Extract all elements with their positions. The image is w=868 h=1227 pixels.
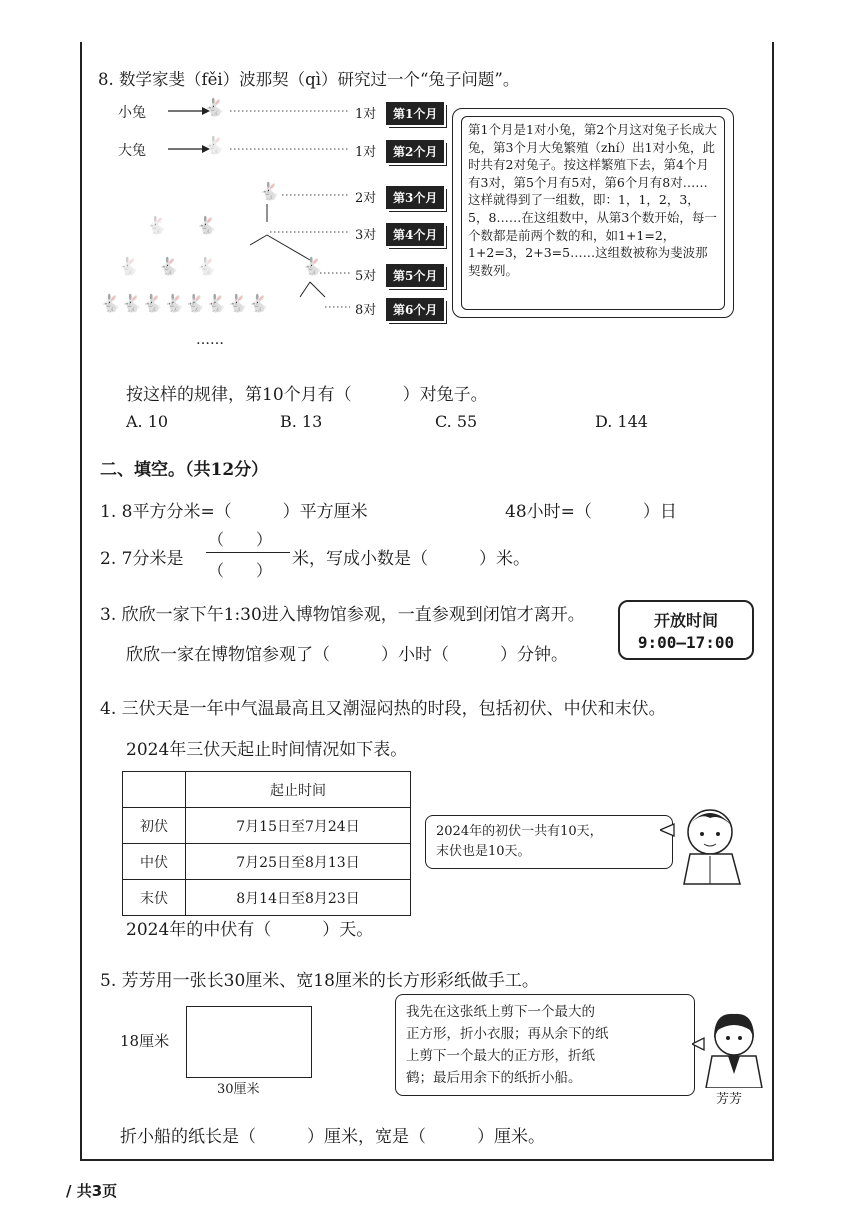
pair-count-3: 2对	[355, 191, 377, 206]
page-footer: / 共3页	[66, 1182, 118, 1200]
opening-hours-title: 开放时间	[653, 611, 718, 630]
small-rabbit-label: 小兔	[118, 105, 146, 121]
month-badge-1: 第1个月	[386, 102, 444, 125]
option-b[interactable]: B. 13	[280, 412, 323, 431]
q4-line2: 2024年三伏天起止时间情况如下表。	[126, 740, 408, 760]
table-row	[123, 808, 411, 844]
bubble-line: 2024年的初伏一共有10天，	[436, 824, 603, 839]
month-badge-2: 第2个月	[386, 140, 444, 163]
q2-fraction-denominator: （ ）	[208, 561, 273, 580]
continuation-dots: ……	[196, 332, 224, 348]
speech-bubble-fangfang	[395, 994, 695, 1096]
opening-hours-value: 9:00—17:00	[637, 633, 735, 652]
page-bottom-border	[80, 1159, 774, 1161]
girl-character-icon	[692, 1008, 767, 1088]
big-rabbit-label: 大兔	[118, 143, 146, 159]
paper-rectangle	[186, 1006, 312, 1078]
q2-prefix: 2. 7分米是	[100, 549, 184, 569]
month-badge-3: 第3个月	[386, 186, 444, 209]
q2-suffix: 米，写成小数是（ ）米。	[292, 549, 530, 569]
opening-hours-box	[618, 600, 754, 660]
speech-bubble-boy	[425, 815, 673, 869]
rabbit-pair-icon: 🐇	[196, 216, 218, 236]
sanfu-table	[122, 771, 411, 916]
fibonacci-story-text: 第1个月是1对小兔，第2个月这对兔子长成大兔，第3个月大兔繁殖（zhí）出1对小兔，此时共有2对兔子。按这样繁殖下去，第4个月有3对，第5个月有5对，第6个月有8对……这样就得到了一组数，即：1，1，2，3，5，8……在这组数中，从第3个数开始，每一个数都是前两个数的和，如1+1=2，1+2=3，2+3=5……这组数被称为斐波那契数列。	[461, 116, 725, 310]
row-period: 8月14日至8月23日	[186, 880, 411, 916]
table-header-row	[123, 772, 411, 808]
month-badge-4: 第4个月	[386, 223, 444, 246]
q8-question: 按这样的规律，第10个月有（ ）对兔子。	[126, 385, 488, 405]
row-name: 末伏	[123, 880, 186, 916]
table-row	[123, 844, 411, 880]
pair-count-5: 5对	[355, 269, 377, 284]
fibonacci-story-box	[452, 108, 734, 318]
paper-length-label: 30厘米	[217, 1082, 260, 1097]
bubble-line: 上剪下一个最大的正方形，折纸	[406, 1048, 595, 1064]
table-row	[123, 880, 411, 916]
rabbit-pair-icon: 🐇	[259, 182, 281, 202]
girl-name-label: 芳芳	[716, 1092, 743, 1107]
q4-question: 2024年的中伏有（ ）天。	[126, 920, 374, 940]
q2-fraction-bar	[206, 552, 290, 553]
rabbit-pair-icon: 🐇	[196, 257, 218, 277]
month-badge-6: 第6个月	[386, 298, 444, 321]
q5-question: 折小船的纸长是（ ）厘米，宽是（ ）厘米。	[120, 1127, 545, 1147]
row-period: 7月15日至7月24日	[186, 808, 411, 844]
rabbit-pair-big-icon: 🐇	[204, 136, 226, 156]
row-period: 7月25日至8月13日	[186, 844, 411, 880]
option-c[interactable]: C. 55	[435, 412, 478, 431]
option-a[interactable]: A. 10	[126, 412, 169, 431]
q5-line1: 5. 芳芳用一张长30厘米、宽18厘米的长方形彩纸做手工。	[100, 971, 539, 991]
table-corner-cell	[123, 772, 186, 808]
rabbit-pair-icon: 🐇	[146, 216, 168, 236]
rabbit-row-icons: 🐇🐇🐇🐇🐇🐇🐇🐇	[100, 294, 270, 314]
paper-width-label: 18厘米	[120, 1032, 170, 1050]
q2-fraction-numerator: （ ）	[208, 530, 273, 549]
bubble-line: 鹤；最后用余下的纸折小船。	[406, 1070, 582, 1086]
bubble-line: 末伏也是10天。	[436, 844, 531, 859]
bubble-line: 我先在这张纸上剪下一个最大的	[406, 1004, 595, 1020]
q3-line1: 3. 欣欣一家下午1:30进入博物馆参观，一直参观到闭馆才离开。	[100, 605, 585, 625]
pair-count-4: 3对	[355, 228, 377, 243]
rabbit-pair-small-icon: 🐇	[204, 98, 226, 118]
rabbit-pair-icon: 🐇	[118, 257, 140, 277]
pair-count-1: 1对	[355, 107, 377, 122]
q4-line1: 4. 三伏天是一年中气温最高且又潮湿闷热的时段，包括初伏、中伏和末伏。	[100, 699, 666, 719]
table-header-cell: 起止时间	[186, 772, 411, 808]
pair-count-6: 8对	[355, 303, 377, 318]
pair-count-2: 1对	[355, 145, 377, 160]
q3-line2: 欣欣一家在博物馆参观了（ ）小时（ ）分钟。	[126, 645, 568, 665]
rabbit-pair-icon: 🐇	[158, 257, 180, 277]
q8-title: 8. 数学家斐（fěi）波那契（qì）研究过一个“兔子问题”。	[98, 70, 520, 89]
month-badge-5: 第5个月	[386, 264, 444, 287]
bubble-line: 正方形，折小衣服；再从余下的纸	[406, 1026, 609, 1042]
rabbit-pair-icon: 🐇	[302, 257, 324, 277]
option-d[interactable]: D. 144	[595, 412, 648, 431]
row-name: 中伏	[123, 844, 186, 880]
boy-character-icon	[660, 800, 770, 885]
q1-right: 48小时=（ ）日	[505, 502, 677, 522]
section2-title: 二、填空。（共12分）	[100, 460, 269, 480]
row-name: 初伏	[123, 808, 186, 844]
q1-left: 1. 8平方分米=（ ）平方厘米	[100, 502, 368, 522]
